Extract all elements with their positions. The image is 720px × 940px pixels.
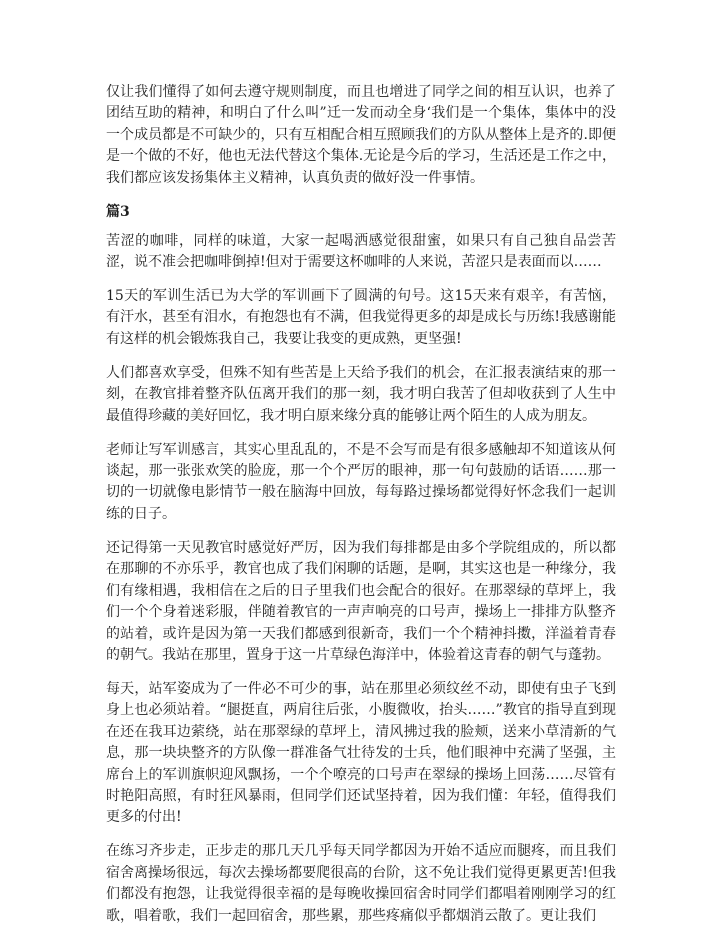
- section-heading: 篇3: [106, 203, 130, 220]
- paragraph: 每天，站军姿成为了一件必不可少的事，站在那里必须纹丝不动，即使有虫子飞到身上也必须站着。“腿挺直，两肩往后张，小腹微收，抬头……”教官的指导直到现在还在我耳边萦绕，站在那翠绿的草坪上，清风拂过我的脸颊，送来小草清新的气息，那一块块整齐的方队像一群准备气壮待发的士兵，他们眼神中充满了坚强，主席台上的军训旗帜迎风飘扬，一个个嘹亮的口号声在翠绿的操场上回荡……尽管有时艳阳高照，有时狂风暴雨，但同学们还试坚持着，因为我们懂：年轻，值得我们更多的付出!: [106, 680, 616, 826]
- intro-paragraph: 仅让我们懂得了如何去遵守规则制度，而且也增进了同学之间的相互认识，也养了团结互助的精神，和明白了什么叫”迁一发而动全身‘我们是一个集体，集体中的没一个成员都是不可缺少的，只有互相配合相互照顾我们的方队从整体上是齐的.即便是一个做的不好，他也无法代替这个集体.无论是今后的学习，生活还是工作之中，我们都应该发扬集体主义精神，认真负责的做好没一件事情。: [106, 84, 616, 186]
- paragraph: 15天的军训生活已为大学的军训画下了圆满的句号。这15天来有艰辛，有苦恼，有汗水，甚至有泪水，有抱怨也有不满，但我觉得更多的却是成长与历练!我感谢能有这样的机会锻炼我自己，我要让我变的更成熟，更坚强!: [106, 288, 616, 347]
- paragraph: 在练习齐步走，正步走的那几天几乎每天同学都因为开始不适应而腿疼，而且我们宿舍离操场很远，每次去操场都要爬很高的台阶，这不免让我们觉得更累更苦!但我们都没有抱怨，让我觉得很幸福的是每晚收操回宿舍时同学们都唱着刚刚学习的红歌，唱着歌，我们一起回宿舍，那些累，那些疼痛似乎都烟消云散了。更让我们: [106, 843, 616, 924]
- document-page: [106, 82, 616, 940]
- paragraph: 老师让写军训感言，其实心里乱乱的，不是不会写而是有很多感触却不知道该从何谈起，那一张张欢笑的脸庞，那一个个严厉的眼神，那一句句鼓励的话语……那一切的一切就像电影情节一般在脑海中回放，每每路过操场都觉得好怀念我们一起训练的日子。: [106, 441, 616, 522]
- paragraph: 人们都喜欢享受，但殊不知有些苦是上天给予我们的机会，在汇报表演结束的那一刻，在教官排着整齐队伍离开我们的那一刻，我才明白我苦了但却收获到了人生中最值得珍藏的美好回忆，我才明白原来缘分真的能够让两个陌生的人成为朋友。: [106, 364, 616, 424]
- paragraph: 苦涩的咖啡，同样的味道，大家一起喝洒感觉很甜蜜，如果只有自己独自品尝苦涩，说不准会把咖啡倒掉!但对于需要这杯咖啡的人来说，苦涩只是表面而以……: [106, 232, 616, 271]
- paragraph: 还记得第一天见教官时感觉好严厉，因为我们每排都是由多个学院组成的，所以都在那聊的不亦乐乎，教官也成了我们闲聊的话题，是啊，其实这也是一种缘分，我们有缘相遇，我相信在之后的日子里我们也会配合的很好。在那翠绿的草坪上，我们一个个身着迷彩服，伴随着教官的一声声响亮的口号声，操场上一排排方队整齐的站着，或许是因为第一天我们都感到很新奇，我们一个个精神抖擞，洋溢着青春的朝气。我站在那里，置身于这一片草绿色海洋中，体验着这青春的朝气与蓬勃。: [106, 539, 616, 663]
